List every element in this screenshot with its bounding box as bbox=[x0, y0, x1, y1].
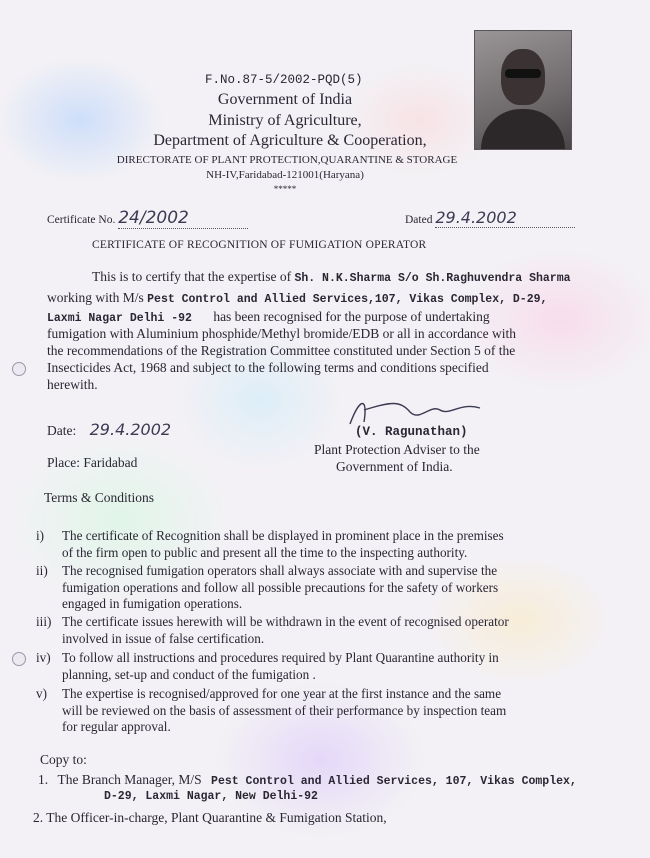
term-item bbox=[36, 563, 622, 613]
header-department: Department of Agriculture & Cooperation, bbox=[153, 132, 427, 149]
term-line: The certificate of Recognition shall be displayed in prominent place in the premises bbox=[62, 528, 504, 543]
firm-address: Pest Control and Allied Services,107, Vikas Complex, D-29, bbox=[147, 293, 548, 306]
header-ministry: Ministry of Agriculture, bbox=[208, 112, 362, 129]
copy-text: The Branch Manager, M/S bbox=[57, 772, 202, 787]
copy-item-2: 2. The Officer-in-charge, Plant Quarantine & Fumigation Station, bbox=[33, 810, 387, 825]
date-label: Date: bbox=[47, 423, 77, 438]
file-number: F.No.87-5/2002-PQD(5) bbox=[205, 73, 363, 87]
term-item bbox=[36, 686, 622, 736]
dated-line bbox=[435, 208, 575, 228]
body-line-2 bbox=[47, 289, 547, 308]
term-line: will be reviewed on the basis of assessment of their performance by inspection team bbox=[62, 702, 507, 718]
body-text-1: This is to certify that the expertise of bbox=[92, 269, 292, 284]
term-number: ii) bbox=[36, 563, 48, 578]
header-directorate: DIRECTORATE OF PLANT PROTECTION,QUARANTINE & STORAGE bbox=[116, 154, 458, 166]
header-address: NH-IV,Faridabad-121001(Haryana) bbox=[206, 169, 364, 181]
term-number: iii) bbox=[36, 614, 52, 629]
term-number: i) bbox=[36, 528, 45, 543]
designation-2: Government of India. bbox=[336, 459, 453, 474]
term-line: planning, set-up and conduct of the fumigation . bbox=[62, 666, 316, 682]
certificate-no-line bbox=[118, 208, 248, 229]
date-value: 29.4.2002 bbox=[89, 420, 172, 439]
copy-heading: Copy to: bbox=[40, 752, 87, 767]
certificate-no-row bbox=[47, 208, 248, 229]
term-line: The recognised fumigation operators shall always associate with and supervise the bbox=[62, 563, 498, 578]
body-line-1 bbox=[92, 268, 571, 287]
term-line: involved in issue of false certification. bbox=[62, 630, 265, 646]
dated-label: Dated bbox=[405, 214, 433, 226]
term-line: engaged in fumigation operations. bbox=[62, 596, 243, 611]
date-row bbox=[47, 420, 171, 439]
firm-address-2: Laxmi Nagar Delhi -92 bbox=[47, 312, 192, 325]
body-text-5: the recommendations of the Registration Committee constituted under Section 5 of the bbox=[47, 343, 516, 358]
term-line: of the firm open to public and present all the time to the inspecting authority. bbox=[62, 544, 468, 560]
body-text-6: Insecticides Act, 1968 and subject to the following terms and conditions specified bbox=[47, 360, 489, 375]
header-stars: ***** bbox=[273, 184, 297, 194]
dated-value: 29.4.2002 bbox=[435, 208, 517, 227]
term-line: fumigation operations and follow all possible precautions for the safety of workers bbox=[62, 579, 499, 595]
term-line: The expertise is recognised/approved for one year at the first instance and the same bbox=[62, 686, 502, 701]
term-line: for regular approval. bbox=[62, 719, 171, 734]
body-text-4: fumigation with Aluminium phosphide/Methyl bromide/EDB or all in accordance with bbox=[47, 326, 517, 341]
term-line: The certificate issues herewith will be withdrawn in the event of recognised operator bbox=[62, 614, 509, 629]
certificate-no-value: 24/2002 bbox=[118, 208, 189, 228]
term-number: iv) bbox=[36, 650, 51, 665]
signatory-name: (V. Ragunathan) bbox=[355, 425, 468, 439]
terms-heading: Terms & Conditions bbox=[44, 490, 155, 505]
copy-item-1 bbox=[38, 772, 577, 788]
designation-1: Plant Protection Adviser to the bbox=[314, 442, 480, 457]
dated-row bbox=[405, 208, 575, 228]
term-item bbox=[36, 528, 622, 561]
body-text-7: herewith. bbox=[47, 377, 98, 392]
body-text-2: working with M/s bbox=[47, 290, 144, 305]
term-number: v) bbox=[36, 686, 47, 701]
certificate-no-label: Certificate No. bbox=[47, 214, 116, 226]
term-item bbox=[36, 614, 622, 647]
copy-firm: Pest Control and Allied Services, 107, Vikas Complex, bbox=[211, 775, 577, 788]
punch-hole bbox=[12, 652, 26, 666]
certificate-title: CERTIFICATE OF RECOGNITION OF FUMIGATION OPERATOR bbox=[92, 239, 427, 251]
copy-number: 1. bbox=[38, 772, 49, 787]
term-item bbox=[36, 650, 622, 683]
holder-name: Sh. N.K.Sharma S/o Sh.Raghuvendra Sharma bbox=[294, 272, 571, 285]
body-text-3: has been recognised for the purpose of undertaking bbox=[213, 309, 490, 324]
term-line: To follow all instructions and procedures required by Plant Quarantine authority in bbox=[62, 650, 499, 665]
punch-hole bbox=[12, 362, 26, 376]
place-label: Place: Faridabad bbox=[47, 455, 138, 470]
copy-firm-2: D-29, Laxmi Nagar, New Delhi-92 bbox=[104, 790, 318, 803]
header-government: Government of India bbox=[217, 91, 353, 108]
